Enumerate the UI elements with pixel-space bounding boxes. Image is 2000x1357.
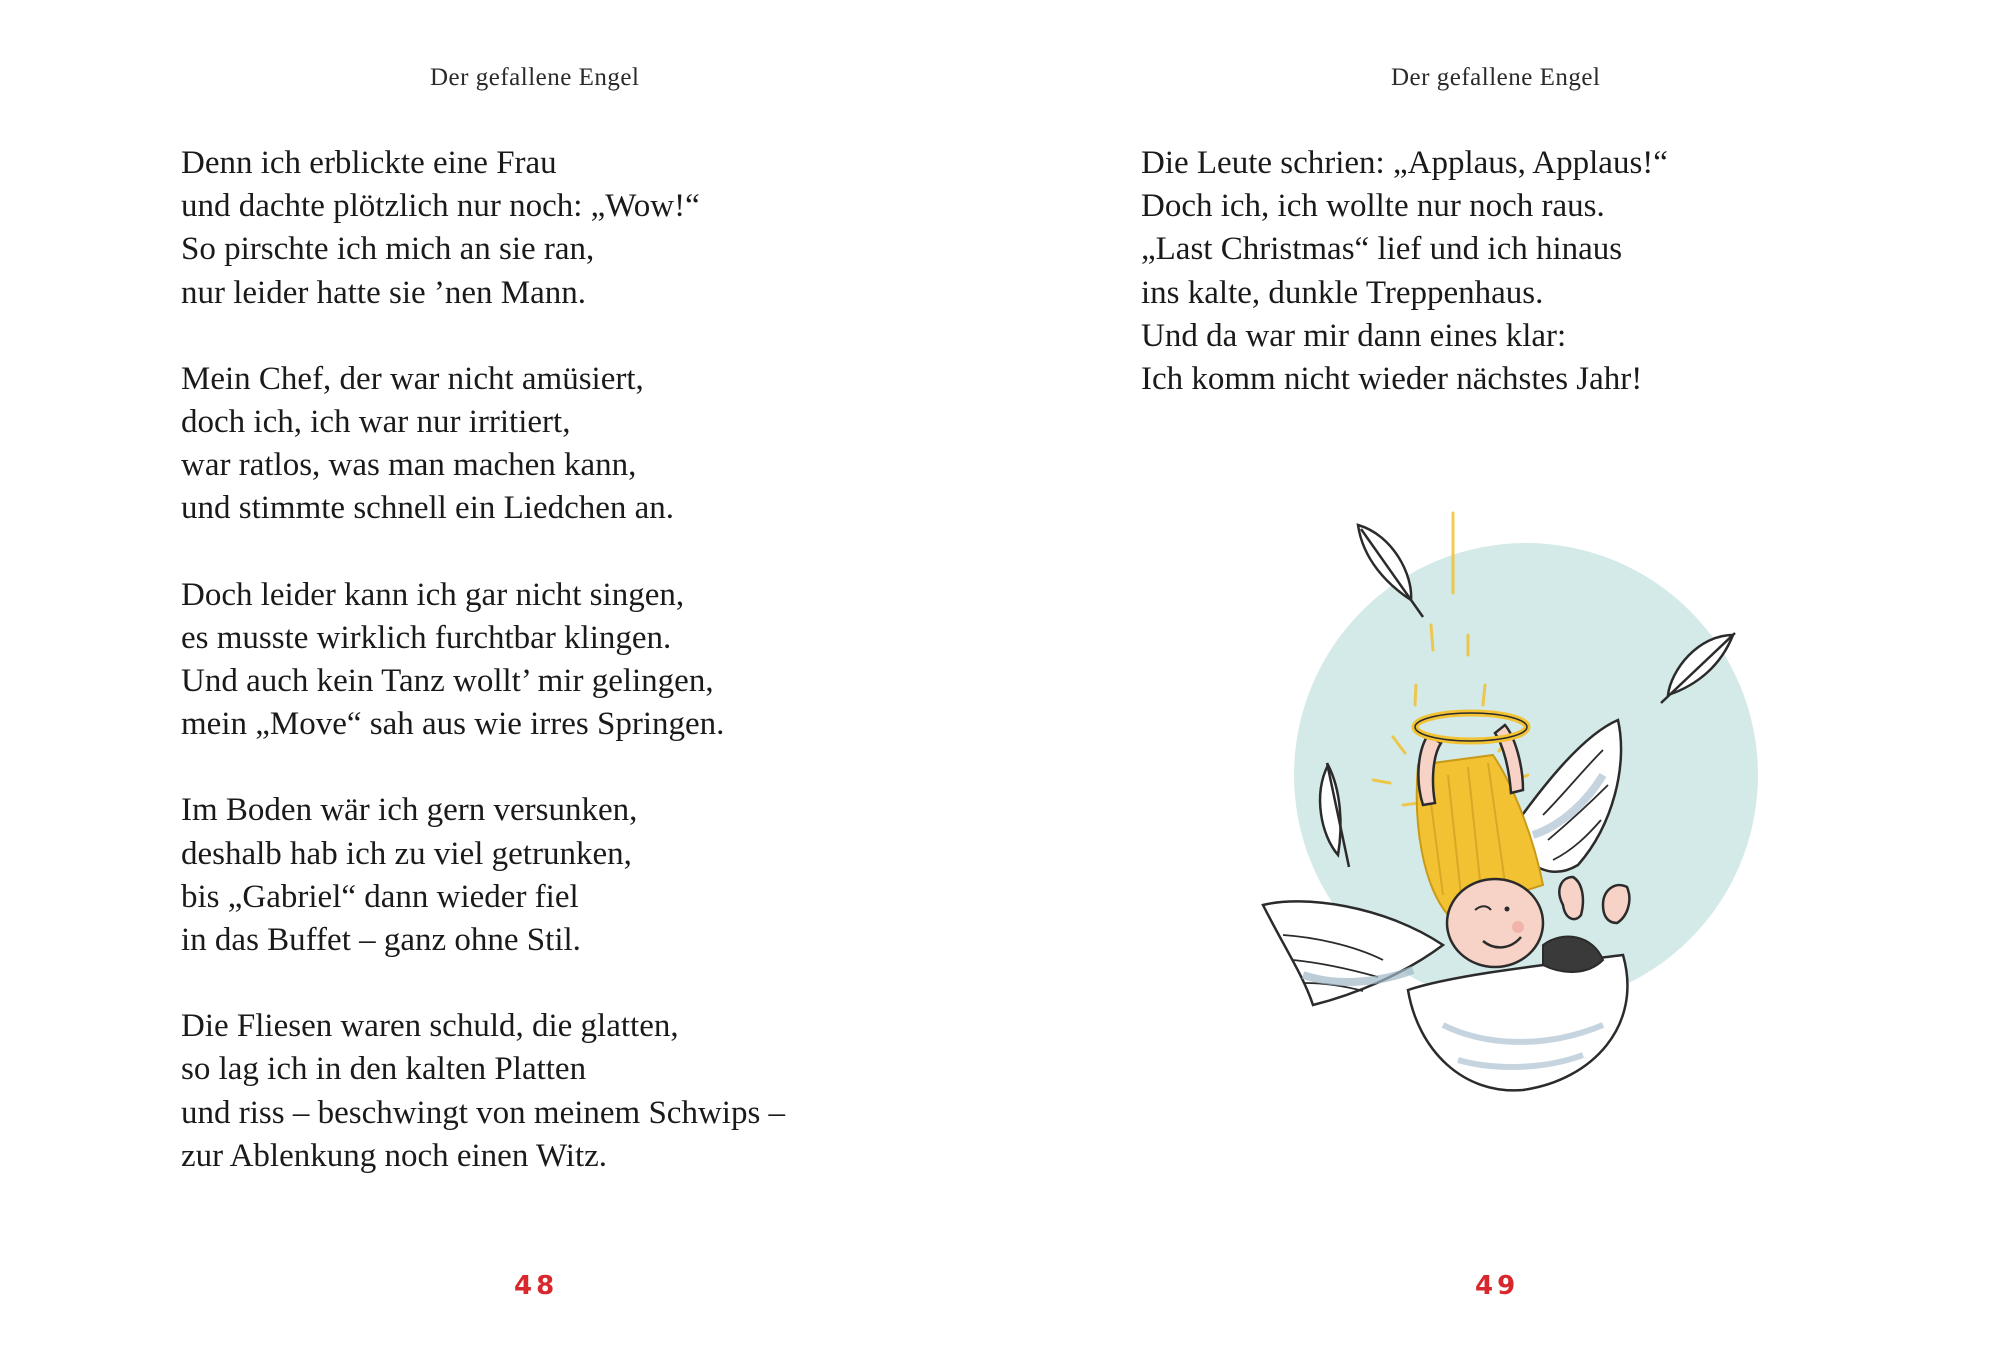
poem-line: und riss – beschwingt von meinem Schwips – bbox=[181, 1094, 786, 1131]
poem-line: in das Buffet – ganz ohne Stil. bbox=[181, 922, 581, 959]
poem-line: Und da war mir dann eines klar: bbox=[1141, 317, 1567, 354]
stanza bbox=[181, 789, 785, 962]
running-head-right: Der gefallene Engel bbox=[1391, 64, 1601, 91]
falling-angel-illustration bbox=[1243, 505, 1763, 1125]
stanza bbox=[181, 358, 785, 531]
poem-line: Ich komm nicht wieder nächstes Jahr! bbox=[1141, 361, 1643, 398]
poem-line: es musste wirklich furchtbar klingen. bbox=[181, 619, 672, 656]
poem-line: doch ich, ich war nur irritiert, bbox=[181, 404, 571, 441]
poem-line: war ratlos, was man machen kann, bbox=[181, 447, 637, 484]
poem-right bbox=[1141, 142, 1668, 444]
page-number-right: 49 bbox=[1475, 1271, 1520, 1301]
poem-line: Doch leider kann ich gar nicht singen, bbox=[181, 576, 685, 613]
running-head-left: Der gefallene Engel bbox=[430, 64, 640, 91]
poem-line: bis „Gabriel“ dann wieder fiel bbox=[181, 878, 579, 915]
poem-line: so lag ich in den kalten Platten bbox=[181, 1051, 587, 1088]
stanza bbox=[181, 574, 785, 747]
poem-line: Doch ich, ich wollte nur noch raus. bbox=[1141, 188, 1605, 225]
poem-line: mein „Move“ sah aus wie irres Springen. bbox=[181, 706, 725, 743]
stanza bbox=[181, 142, 785, 315]
poem-line: Die Fliesen waren schuld, die glatten, bbox=[181, 1008, 679, 1045]
poem-line: Im Boden wär ich gern versunken, bbox=[181, 792, 638, 829]
poem-line: und stimmte schnell ein Liedchen an. bbox=[181, 490, 675, 527]
poem-line: Und auch kein Tanz wollt’ mir gelingen, bbox=[181, 663, 714, 700]
page-number-left: 48 bbox=[514, 1271, 559, 1301]
poem-line: „Last Christmas“ lief und ich hinaus bbox=[1141, 231, 1623, 268]
stanza bbox=[1141, 142, 1668, 401]
poem-line: Die Leute schrien: „Applaus, Applaus!“ bbox=[1141, 145, 1668, 181]
poem-line: deshalb hab ich zu viel getrunken, bbox=[181, 835, 632, 872]
poem-line: nur leider hatte sie ’nen Mann. bbox=[181, 274, 587, 311]
poem-line: So pirschte ich mich an sie ran, bbox=[181, 231, 595, 268]
poem-line: Mein Chef, der war nicht amüsiert, bbox=[181, 360, 644, 397]
poem-left bbox=[181, 142, 785, 1221]
poem-line: zur Ablenkung noch einen Witz. bbox=[181, 1137, 608, 1174]
right-page bbox=[1000, 0, 2000, 1357]
stanza bbox=[181, 1005, 785, 1178]
poem-line: und dachte plötzlich nur noch: „Wow!“ bbox=[181, 188, 700, 225]
poem-line: ins kalte, dunkle Treppenhaus. bbox=[1141, 274, 1544, 311]
poem-line: Denn ich erblickte eine Frau bbox=[181, 145, 557, 181]
